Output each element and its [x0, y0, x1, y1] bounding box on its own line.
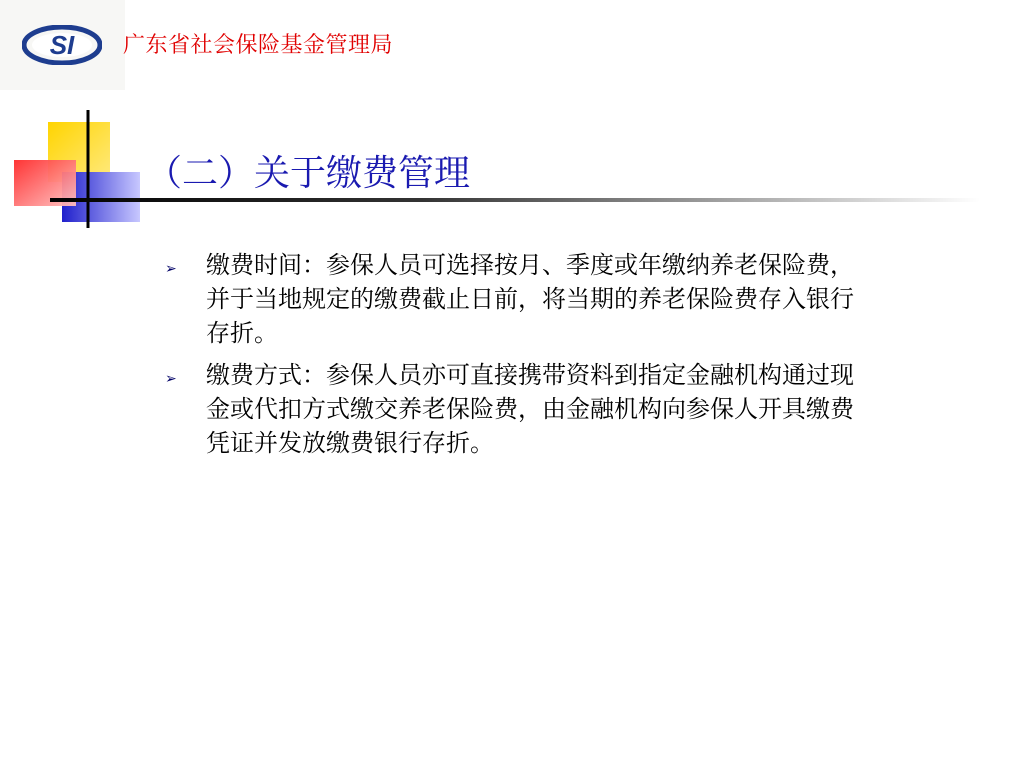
slide-title: （二）关于缴费管理 [146, 153, 471, 194]
organization-name: 广东省社会保险基金管理局 [123, 33, 394, 58]
list-item [165, 358, 865, 460]
bullet-text: 缴费时间：参保人员可选择按月、季度或年缴纳养老保险费，并于当地规定的缴费截止日前，将当期的养老保险费存入银行存折。 [206, 251, 854, 347]
logo-text: SI [49, 30, 75, 60]
logo-area [0, 0, 125, 90]
bullet-text: 缴费方式：参保人员亦可直接携带资料到指定金融机构通过现金或代扣方式缴交养老保险费，由金融机构向参保人开具缴费凭证并发放缴费银行存折。 [206, 361, 854, 457]
si-logo-icon [22, 25, 102, 65]
list-item [165, 248, 865, 350]
title-underline [50, 198, 980, 202]
arrow-bullet-icon: ➢ [165, 261, 177, 277]
arrow-bullet-icon: ➢ [165, 371, 177, 387]
title-decoration [0, 100, 160, 240]
bullet-list [165, 248, 865, 468]
